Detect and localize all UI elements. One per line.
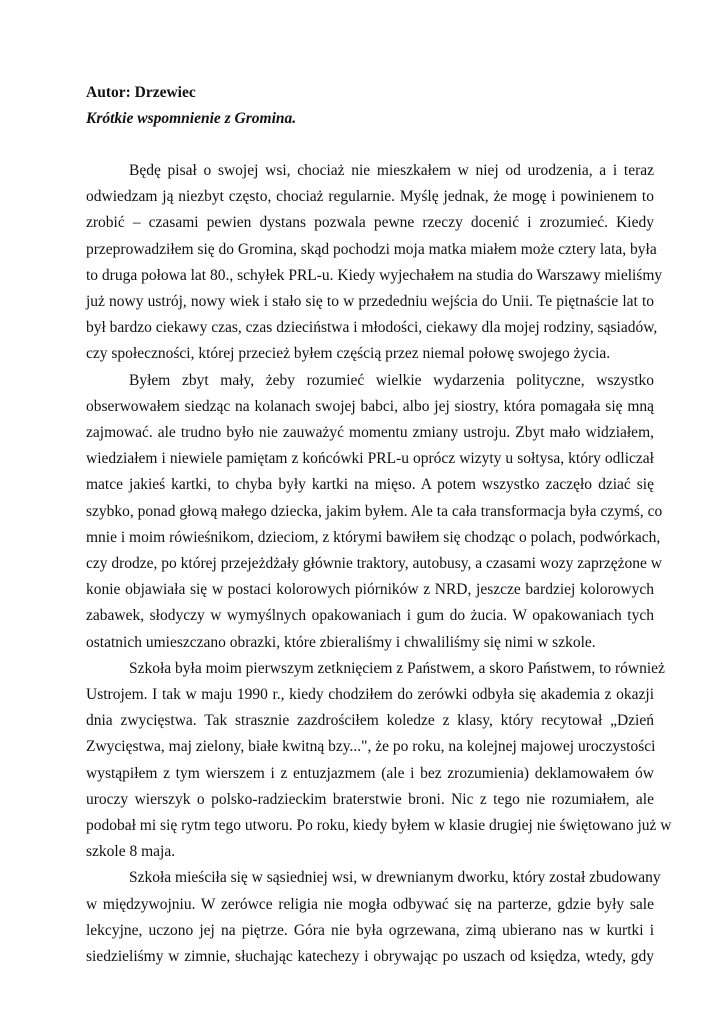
- text-line: mnie i moim rówieśnikom, dzieciom, z którymi bawiłem się chodząc o polach, podwórkach,: [86, 528, 661, 546]
- text-line: podobał mi się rytm tego utworu. Po roku, kiedy byłem w klasie drugiej nie świętowano już w: [86, 817, 672, 835]
- text-line: wiedziałem i niewiele pamiętam z końcówki PRL-u oprócz wizyty u sołtysa, który odliczał: [86, 450, 654, 468]
- text-line: był bardzo ciekawy czas, czas dzieciństwa i młodości, ciekawy dla mojej rodziny, sąsiadów,: [86, 319, 658, 337]
- text-line: w międzywojniu. W zerówce religia nie mogła odbywać się na parterze, gdzie były sale: [86, 895, 654, 913]
- text-line: czy społeczności, której przecież byłem częścią przez niemal połowę swojego życia.: [86, 345, 611, 363]
- text-line: już nowy ustrój, nowy wiek i stało się to w przededniu wejścia do Unii. Te piętnaście lat to: [86, 293, 654, 311]
- text-line: to druga połowa lat 80., schyłek PRL-u. Kiedy wyjechałem na studia do Warszawy mieliśmy: [86, 266, 663, 284]
- blank-line: [86, 132, 654, 158]
- text-line: zajmować. ale trudno było nie zauważyć momentu zmiany ustroju. Zbyt mało widziałem,: [86, 424, 654, 442]
- text-line: szybko, ponad głową małego dziecka, jakim byłem. Ale ta cała transformacja była czymś, co: [86, 502, 663, 520]
- text-line: szkole 8 maja.: [86, 843, 176, 861]
- text-line: dnia zwycięstwa. Tak strasznie zazdrościłem koledze z klasy, który recytował „Dzień: [86, 712, 654, 730]
- text-line: siedzieliśmy w zimnie, słuchając katechezy i obrywając po uszach od księdza, wtedy, gdy: [86, 948, 654, 966]
- text-line: konie objawiała się w postaci kolorowych piórników z NRD, jeszcze bardziej kolorowych: [86, 581, 654, 599]
- text-line: lekcyjne, uczono jej na piętrze. Góra nie była ogrzewana, zimą ubierano nas w kurtki i: [86, 921, 654, 939]
- text-line: przeprowadziłem się do Gromina, skąd pochodzi moja matka miałem może cztery lata, była: [86, 240, 657, 258]
- document-page: [86, 80, 672, 970]
- text-line: czy drodze, po której przejeżdżały głównie traktory, autobusy, a czasami wozy zaprzężone w: [86, 555, 662, 573]
- document-title: Krótkie wspomnienie z Gromina.: [86, 110, 297, 127]
- body-text: [86, 158, 672, 970]
- paragraph: [86, 368, 663, 656]
- text-line: zrobić – czasami pewien dystans pozwala pewne rzeczy docenić i zrozumieć. Kiedy: [86, 214, 654, 232]
- paragraph: [86, 865, 661, 970]
- text-line: ostatnich umieszczano obrazki, które zbieraliśmy i chwaliliśmy się nimi w szkole.: [86, 633, 596, 651]
- text-line: odwiedzam ją niezbyt często, chociaż regularnie. Myślę jednak, że mogę i powinienem to: [86, 188, 654, 206]
- text-line: Ustrojem. I tak w maju 1990 r., kiedy chodziłem do zerówki odbyła się akademia z okazji: [86, 686, 654, 704]
- author-line: Autor: Drzewiec: [86, 84, 196, 101]
- text-line: Będę pisał o swojej wsi, chociaż nie mieszkałem w niej od urodzenia, a i teraz: [129, 162, 654, 179]
- paragraph: [86, 656, 672, 866]
- text-line: Zwycięstwa, maj zielony, białe kwitną bzy...", że po roku, na kolejnej majowej uroczystości: [86, 738, 656, 756]
- text-line: Szkoła była moim pierwszym zetknięciem z Państwem, a skoro Państwem, to również: [129, 659, 665, 677]
- text-line: uroczy wierszyk o polsko-radzieckim braterstwie broni. Nic z tego nie rozumiałem, ale: [86, 790, 654, 808]
- text-line: zabawek, słodyczy w wymyślnych opakowaniach i gum do żucia. W opakowaniach tych: [86, 607, 654, 625]
- text-line: Byłem zbyt mały, żeby rozumieć wielkie wydarzenia polityczne, wszystko: [129, 371, 654, 389]
- text-line: wystąpiłem z tym wierszem i z entuzjazmem (ale i bez zrozumienia) deklamowałem ów: [86, 764, 654, 782]
- text-line: matce jakieś kartki, to chyba były kartki na mięso. A potem wszystko zaczęło dziać się: [86, 476, 654, 494]
- text-line: Szkoła mieściła się w sąsiedniej wsi, w drewnianym dworku, który został zbudowany: [129, 869, 661, 887]
- paragraph: [86, 158, 663, 368]
- text-line: obserwowałem siedząc na kolanach swojej babci, albo jej siostry, która pomagała się mną: [86, 397, 654, 415]
